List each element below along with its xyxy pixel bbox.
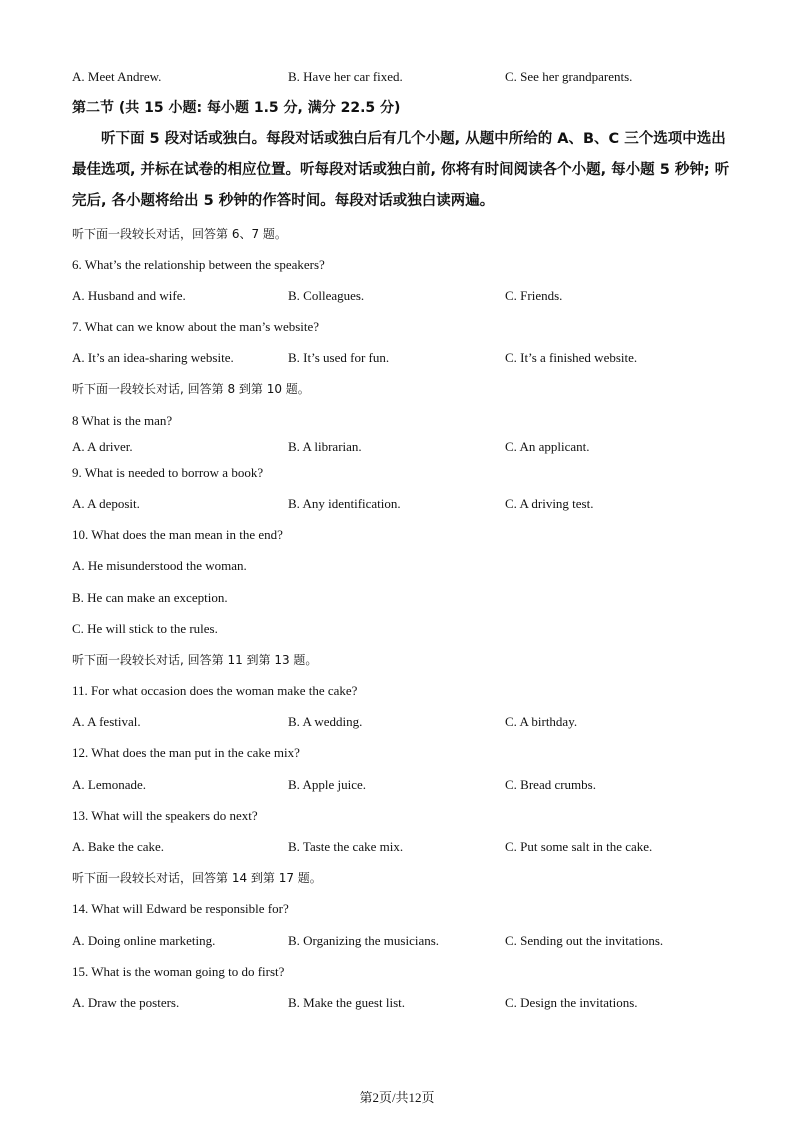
question-stem: 8 What is the man? <box>72 413 173 428</box>
question-stem: 9. What is needed to borrow a book? <box>72 465 264 480</box>
question-stem: 11. For what occasion does the woman make the cake? <box>72 683 358 698</box>
dialogue-note: 听下面一段较长对话，回答第 14 到第 17 题。 <box>72 871 322 885</box>
option-b: B. Any identification. <box>288 496 401 511</box>
question-stem: 12. What does the man put in the cake mix? <box>72 745 300 760</box>
option-a: A. Meet Andrew. <box>72 69 162 84</box>
option-a: A. Lemonade. <box>72 777 147 792</box>
option-a: A. A driver. <box>72 439 133 454</box>
option-a: A. Bake the cake. <box>72 839 165 854</box>
dialogue-note: 听下面一段较长对话，回答第 6、7 题。 <box>72 227 287 241</box>
option-c: C. A driving test. <box>505 496 594 511</box>
question-stem: 10. What does the man mean in the end? <box>72 527 283 542</box>
option-b: B. A librarian. <box>288 439 362 454</box>
option-a: A. Draw the posters. <box>72 995 180 1010</box>
section-title: 第二节 (共 15 小题: 每小题 1.5 分, 满分 22.5 分) <box>72 100 401 116</box>
option-c: C. Bread crumbs. <box>505 777 596 792</box>
option-a: A. Husband and wife. <box>72 288 186 303</box>
question-stem: 15. What is the woman going to do first? <box>72 964 285 979</box>
option-b: B. Make the guest list. <box>288 995 405 1010</box>
option-b: B. Have her car fixed. <box>288 69 403 84</box>
option-a: A. It’s an idea-sharing website. <box>72 350 234 365</box>
option-c: C. Friends. <box>505 288 563 303</box>
option-c: C. Put some salt in the cake. <box>505 839 653 854</box>
option-b: B. Taste the cake mix. <box>288 839 404 854</box>
option-c: C. Design the invitations. <box>505 995 638 1010</box>
option-b: B. Apple juice. <box>288 777 366 792</box>
option-a: A. A festival. <box>72 714 141 729</box>
question-stem: 14. What will Edward be responsible for? <box>72 901 289 916</box>
option-c: C. A birthday. <box>505 714 578 729</box>
section-instructions: 听下面 5 段对话或独白。每段对话或独白后有几个小题, 从题中所给的 A、B、C 三个选项中选出最佳选项, 并标在试卷的相应位置。听每段对话或独白前, 你将有时间阅读各个小题, 每小题 5 秒钟; 听完后, 各小题将给出 5 秒钟的作答时间。每段对话或独白读两遍。 <box>72 131 730 209</box>
option-b: B. It’s used for fun. <box>288 350 390 365</box>
dialogue-note: 听下面一段较长对话, 回答第 8 到第 10 题。 <box>72 382 310 396</box>
option-c: C. Sending out the invitations. <box>505 933 664 948</box>
option-b: B. He can make an exception. <box>72 590 228 605</box>
dialogue-note: 听下面一段较长对话, 回答第 11 到第 13 题。 <box>72 653 318 667</box>
option-a: A. A deposit. <box>72 496 140 511</box>
option-b: B. Organizing the musicians. <box>288 933 440 948</box>
option-c: C. An applicant. <box>505 439 590 454</box>
option-c: C. It’s a finished website. <box>505 350 638 365</box>
option-b: B. A wedding. <box>288 714 363 729</box>
option-a: A. He misunderstood the woman. <box>72 558 247 573</box>
option-c: C. He will stick to the rules. <box>72 621 218 636</box>
option-a: A. Doing online marketing. <box>72 933 216 948</box>
option-c: C. See her grandparents. <box>505 69 633 84</box>
page-number: 第2页/共12页 <box>359 1090 435 1105</box>
question-stem: 13. What will the speakers do next? <box>72 808 258 823</box>
question-stem: 6. What’s the relationship between the speakers? <box>72 257 325 272</box>
question-stem: 7. What can we know about the man’s website? <box>72 319 320 334</box>
option-b: B. Colleagues. <box>288 288 365 303</box>
